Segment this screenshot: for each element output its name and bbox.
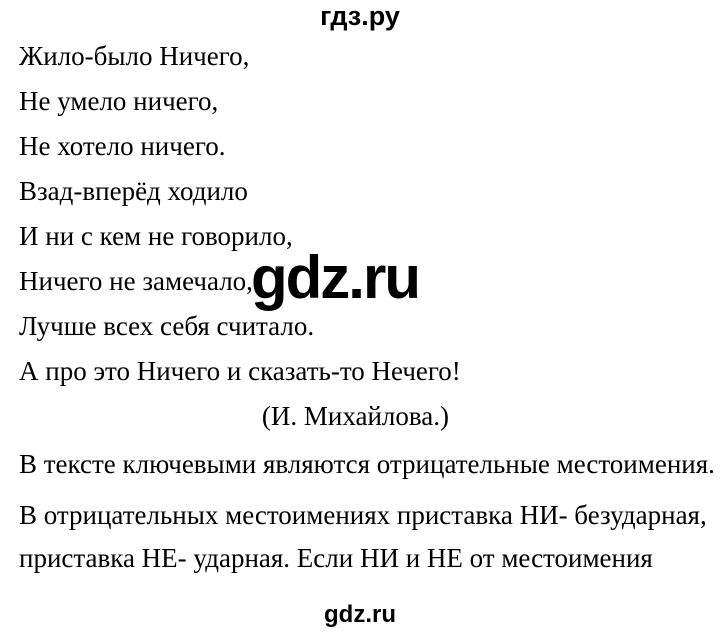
poem-line: Не хотело ничего.: [19, 131, 226, 161]
paragraph-2-line: В отрицательных местоимениях приставка НИ- безударная,: [19, 500, 707, 530]
paragraph-2-line: приставка НЕ- ударная. Если НИ и НЕ от местоимения: [19, 543, 653, 573]
poem-line: Ничего не замечало,: [19, 266, 253, 296]
site-title-header: гдз.ру: [320, 1, 400, 31]
poem-line: Лучше всех себя считало.: [19, 311, 315, 341]
poem-block: [19, 34, 461, 439]
explanation-paragraph-2: [19, 494, 719, 580]
site-footer-label: gdz.ru: [324, 601, 396, 628]
poem-line: Жило-было Ничего,: [19, 41, 250, 71]
poem-line: Не умело ничего,: [19, 86, 219, 116]
poem-line: И ни с кем не говорило,: [19, 221, 293, 251]
explanation-paragraph-1: В тексте ключевыми являются отрицательные местоимения.: [19, 449, 715, 479]
gdz-watermark: gdz.ru: [251, 244, 419, 311]
poem-line: Взад-вперёд ходило: [19, 176, 248, 206]
poem-line: А про это Ничего и сказать-то Нечего!: [19, 356, 461, 386]
poem-attribution: (И. Михайлова.): [261, 401, 449, 431]
